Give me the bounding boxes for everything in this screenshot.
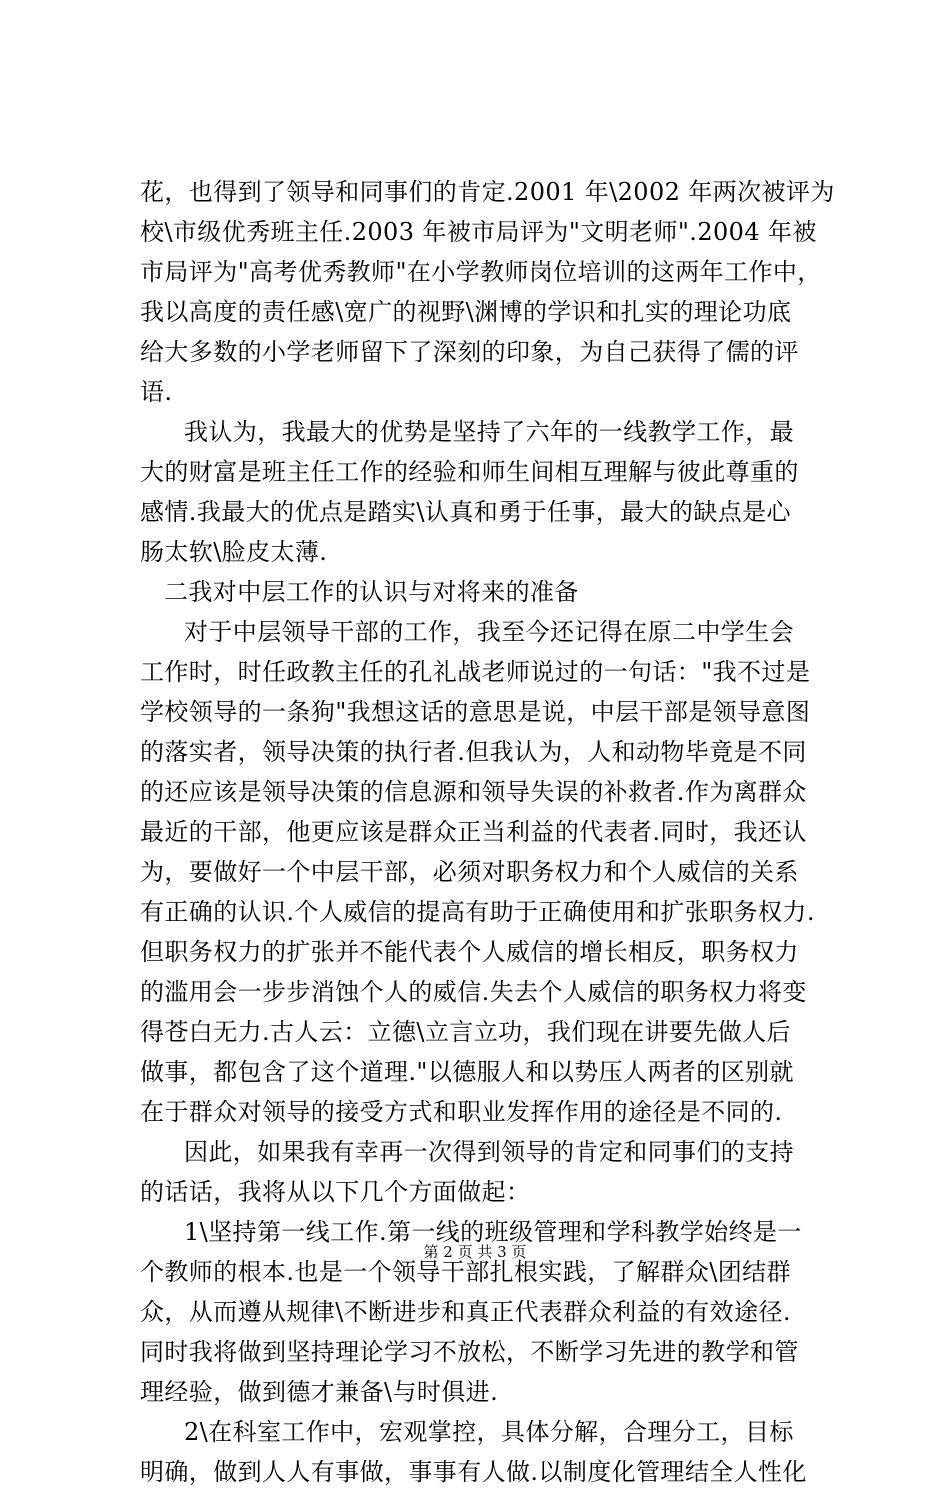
text-line: 但职务权力的扩张并不能代表个人威信的增长相反，职务权力 [140, 938, 799, 966]
text-line: 做事，都包含了这个道理."以德服人和以势压人两者的区别就 [140, 1058, 794, 1086]
text-line: 校\市级优秀班主任.2003 年被市局评为"文明老师".2004 年被 [140, 218, 817, 246]
text-line: 最近的干部，他更应该是群众正当利益的代表者.同时，我还认 [140, 818, 807, 846]
text-line: 同时我将做到坚持理论学习不放松，不断学习先进的教学和管 [140, 1338, 799, 1366]
text-line: 大的财富是班主任工作的经验和师生间相互理解与彼此尊重的 [140, 458, 799, 486]
text-line: 在于群众对领导的接受方式和职业发挥作用的途径是不同的. [140, 1098, 783, 1126]
text-line: 的滥用会一步步消蚀个人的威信.失去个人威信的职务权力将变 [140, 978, 807, 1006]
text-line: 为，要做好一个中层干部，必须对职务权力和个人威信的关系 [140, 858, 799, 886]
text-line: 花，也得到了领导和同事们的肯定.2001 年\2002 年两次被评为 [140, 178, 835, 206]
text-line: 得苍白无力.古人云：立德\立言立功，我们现在讲要先做人后 [140, 1018, 791, 1046]
page-number-footer: 第 2 页 共 3 页 [423, 1243, 527, 1261]
paragraph-start-line: 因此，如果我有幸再一次得到领导的肯定和同事们的支持 [184, 1138, 794, 1166]
list-item-start-line: 1\坚持第一线工作.第一线的班级管理和学科教学始终是一 [184, 1218, 802, 1246]
text-line: 工作时，时任政教主任的孔礼战老师说过的一句话："我不过是 [140, 658, 811, 686]
section-heading: 二我对中层工作的认识与对将来的准备 [164, 578, 579, 606]
text-line: 有正确的认识.个人威信的提高有助于正确使用和扩张职务权力. [140, 898, 815, 926]
text-line: 学校领导的一条狗"我想这话的意思是说，中层干部是领导意图 [140, 698, 811, 726]
text-line: 的落实者，领导决策的执行者.但我认为，人和动物毕竟是不同 [140, 738, 807, 766]
text-line: 给大多数的小学老师留下了深刻的印象，为自己获得了儒的评 [140, 338, 799, 366]
text-line: 理经验，做到德才兼备\与时俱进. [140, 1378, 499, 1406]
text-line: 明确，做到人人有事做，事事有人做.以制度化管理结全人性化 [140, 1458, 807, 1486]
text-line: 的还应该是领导决策的信息源和领导失误的补救者.作为离群众 [140, 778, 807, 806]
text-line: 市局评为"高考优秀教师"在小学教师岗位培训的这两年工作中， [140, 258, 822, 286]
text-line: 个教师的根本.也是一个领导干部扎根实践，了解群众\团结群 [140, 1258, 791, 1286]
text-line: 感情.我最大的优点是踏实\认真和勇于任事，最大的缺点是心 [140, 498, 791, 526]
text-line: 我以高度的责任感\宽广的视野\渊博的学识和扎实的理论功底 [140, 298, 792, 326]
paragraph-start-line: 对于中层领导干部的工作，我至今还记得在原二中学生会 [184, 618, 794, 646]
text-line: 肠太软\脸皮太薄. [140, 538, 328, 566]
list-item-start-line: 2\在科室工作中，宏观掌控，具体分解，合理分工，目标 [184, 1418, 794, 1446]
paragraph-start-line: 我认为，我最大的优势是坚持了六年的一线教学工作，最 [184, 418, 794, 446]
text-line: 众，从而遵从规律\不断进步和真正代表群众利益的有效途径. [140, 1298, 791, 1326]
document-body [140, 172, 840, 1492]
text-line: 语. [140, 378, 173, 406]
text-line: 的话话，我将从以下几个方面做起： [140, 1178, 531, 1206]
